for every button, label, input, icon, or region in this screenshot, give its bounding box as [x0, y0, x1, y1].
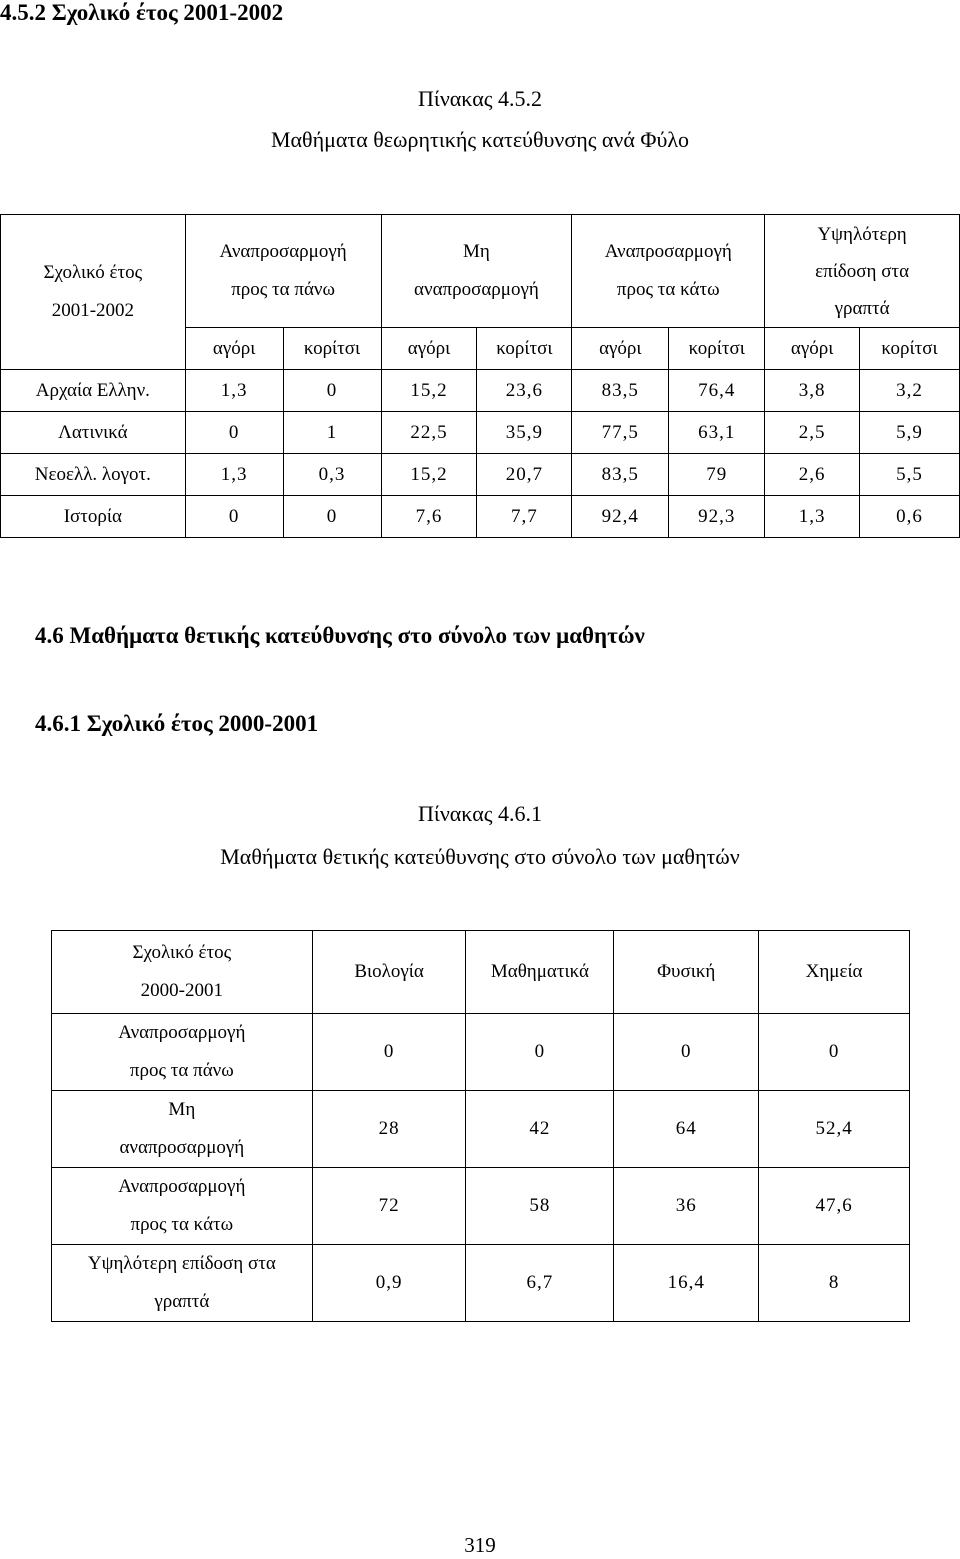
- table-cell: 64: [614, 1091, 759, 1168]
- group-header-line: επίδοση στα: [815, 260, 910, 282]
- table-cell: 0: [466, 1014, 614, 1091]
- table-cell: 2,6: [765, 454, 860, 496]
- column-header: Φυσική: [614, 931, 759, 1014]
- row-label-line: προς τα κάτω: [130, 1214, 234, 1235]
- table-cell: 8: [759, 1245, 910, 1322]
- table-1-corner-cell: [1, 215, 186, 370]
- subheader-cell: αγόρι: [765, 328, 860, 370]
- row-label: Ιστορία: [1, 496, 186, 538]
- table-4-5-2: [0, 214, 960, 538]
- table-cell: 0: [312, 1014, 466, 1091]
- group-header-line: προς τα πάνω: [231, 279, 336, 300]
- table-cell: 58: [466, 1168, 614, 1245]
- table-cell: 76,4: [669, 370, 765, 412]
- table-cell: 5,9: [860, 412, 960, 454]
- table-cell: 0: [185, 412, 283, 454]
- table-cell: 0: [759, 1014, 910, 1091]
- page-number: 319: [464, 1533, 496, 1557]
- subheader-cell: κορίτσι: [860, 328, 960, 370]
- row-label-line: προς τα πάνω: [129, 1060, 234, 1081]
- table-1-caption-number: Πίνακας 4.5.2: [418, 86, 542, 111]
- group-header-line: Αναπροσαρμογή: [604, 241, 732, 262]
- table-cell: 63,1: [669, 412, 765, 454]
- table-cell: 7,6: [381, 496, 477, 538]
- table-row: [52, 1014, 910, 1091]
- subheader-cell: αγόρι: [185, 328, 283, 370]
- row-label: [52, 1014, 313, 1091]
- table-cell: 1,3: [185, 454, 283, 496]
- table-cell: 0: [185, 496, 283, 538]
- column-header: Μαθηματικά: [466, 931, 614, 1014]
- table-row: [1, 496, 960, 538]
- table-cell: 72: [312, 1168, 466, 1245]
- row-label: Αρχαία Ελλην.: [1, 370, 186, 412]
- table-2-caption-number: Πίνακας 4.6.1: [418, 801, 542, 826]
- table-2-caption-title: Μαθήματα θετικής κατεύθυνσης στο σύνολο των μαθητών: [220, 844, 740, 869]
- subheader-cell: αγόρι: [572, 328, 669, 370]
- row-label-line: αναπροσαρμογή: [119, 1137, 245, 1158]
- row-label: Νεοελλ. λογοτ.: [1, 454, 186, 496]
- group-header-line: Μη: [463, 241, 490, 262]
- table-1-group-header: [572, 215, 765, 328]
- row-label: [52, 1091, 313, 1168]
- row-label-line: Αναπροσαρμογή: [118, 1176, 246, 1197]
- table-cell: 1,3: [185, 370, 283, 412]
- table-2-header-row: [52, 931, 910, 1014]
- table-row: [52, 1245, 910, 1322]
- table-cell: 36: [614, 1168, 759, 1245]
- table-1-group-header: [185, 215, 381, 328]
- table-row: [1, 412, 960, 454]
- row-label: [52, 1168, 313, 1245]
- table-cell: 92,3: [669, 496, 765, 538]
- column-header: Χημεία: [759, 931, 910, 1014]
- row-label: Λατινικά: [1, 412, 186, 454]
- section-heading-4-5-2: 4.5.2 Σχολικό έτος 2001-2002: [0, 0, 284, 25]
- table-row: [52, 1168, 910, 1245]
- section-heading-4-6: 4.6 Μαθήματα θετικής κατεύθυνσης στο σύνολο των μαθητών: [35, 623, 645, 648]
- table-cell: 3,2: [860, 370, 960, 412]
- table-cell: 92,4: [572, 496, 669, 538]
- group-header-line: Υψηλότερη: [817, 223, 907, 245]
- group-header-line: αναπροσαρμογή: [414, 279, 539, 300]
- row-label: [52, 1245, 313, 1322]
- table-cell: 0,6: [860, 496, 960, 538]
- table-cell: 22,5: [381, 412, 477, 454]
- group-header-line: γραπτά: [834, 297, 890, 319]
- table-cell: 7,7: [477, 496, 572, 538]
- table-cell: 28: [312, 1091, 466, 1168]
- table-2-corner-line2: 2000-2001: [140, 980, 223, 1001]
- group-header-line: Αναπροσαρμογή: [219, 241, 347, 262]
- subheader-cell: κορίτσι: [283, 328, 381, 370]
- table-cell: 15,2: [381, 370, 477, 412]
- table-cell: 3,8: [765, 370, 860, 412]
- table-1-header-row: [1, 215, 960, 328]
- table-cell: 15,2: [381, 454, 477, 496]
- table-cell: 20,7: [477, 454, 572, 496]
- table-cell: 83,5: [572, 370, 669, 412]
- column-header: Βιολογία: [312, 931, 466, 1014]
- table-2-corner-cell: [52, 931, 313, 1014]
- table-cell: 0,9: [312, 1245, 466, 1322]
- table-cell: 42: [466, 1091, 614, 1168]
- table-1-group-header: [765, 215, 960, 328]
- table-cell: 1: [283, 412, 381, 454]
- subheader-cell: κορίτσι: [477, 328, 572, 370]
- row-label-line: Αναπροσαρμογή: [118, 1022, 246, 1043]
- table-cell: 0: [283, 370, 381, 412]
- table-1-group-header: [381, 215, 572, 328]
- table-row: [1, 454, 960, 496]
- table-cell: 0,3: [283, 454, 381, 496]
- table-cell: 2,5: [765, 412, 860, 454]
- row-label-line: γραπτά: [154, 1291, 210, 1312]
- table-cell: 35,9: [477, 412, 572, 454]
- table-cell: 0: [614, 1014, 759, 1091]
- table-1-corner-line1: Σχολικό έτος: [43, 262, 143, 283]
- table-cell: 83,5: [572, 454, 669, 496]
- group-header-line: προς τα κάτω: [616, 279, 720, 300]
- table-cell: 23,6: [477, 370, 572, 412]
- table-cell: 6,7: [466, 1245, 614, 1322]
- table-1-corner-line2: 2001-2002: [51, 300, 135, 321]
- section-heading-4-6-1: 4.6.1 Σχολικό έτος 2000-2001: [35, 711, 319, 736]
- table-cell: 16,4: [614, 1245, 759, 1322]
- table-cell: 47,6: [759, 1168, 910, 1245]
- table-cell: 79: [669, 454, 765, 496]
- table-row: [1, 370, 960, 412]
- table-cell: 77,5: [572, 412, 669, 454]
- table-cell: 52,4: [759, 1091, 910, 1168]
- row-label-line: Μη: [168, 1099, 196, 1120]
- table-1-caption-title: Μαθήματα θεωρητικής κατεύθυνσης ανά Φύλο: [270, 127, 690, 152]
- table-cell: 0: [283, 496, 381, 538]
- subheader-cell: αγόρι: [381, 328, 477, 370]
- table-4-6-1: [51, 930, 910, 1322]
- table-row: [52, 1091, 910, 1168]
- table-2-corner-line1: Σχολικό έτος: [132, 942, 232, 963]
- row-label-line: Υψηλότερη επίδοση στα: [87, 1253, 276, 1274]
- table-cell: 1,3: [765, 496, 860, 538]
- subheader-cell: κορίτσι: [669, 328, 765, 370]
- table-cell: 5,5: [860, 454, 960, 496]
